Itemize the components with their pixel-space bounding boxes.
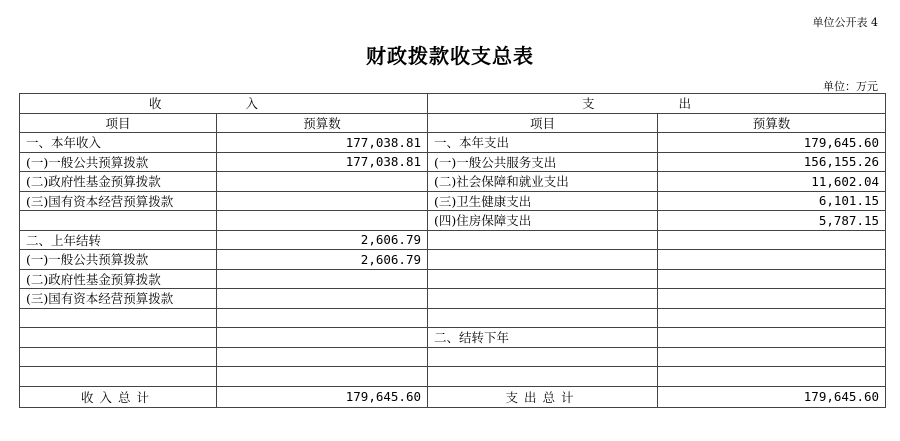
income-value-cell: 177,038.81 xyxy=(217,152,428,172)
expense-value-cell xyxy=(658,289,886,309)
income-value-cell xyxy=(217,172,428,192)
income-item-cell xyxy=(20,211,217,231)
table-row xyxy=(20,269,886,289)
expense-value-cell xyxy=(658,230,886,250)
income-item-cell: (二)政府性基金预算拨款 xyxy=(20,269,217,289)
expense-item-cell: 二、结转下年 xyxy=(428,328,658,348)
total-income-value: 179,645.60 xyxy=(217,386,428,407)
expense-value-cell xyxy=(658,347,886,367)
expense-item-header: 项目 xyxy=(428,113,658,133)
expense-value-cell: 6,101.15 xyxy=(658,191,886,211)
column-header-row xyxy=(20,113,886,133)
total-income-label: 收入总计 xyxy=(20,386,217,407)
income-value-cell xyxy=(217,269,428,289)
income-value-cell xyxy=(217,347,428,367)
income-value-cell xyxy=(217,328,428,348)
total-expense-value: 179,645.60 xyxy=(658,386,886,407)
expense-value-cell: 5,787.15 xyxy=(658,211,886,231)
expense-value-cell: 179,645.60 xyxy=(658,133,886,153)
expense-item-cell xyxy=(428,347,658,367)
expense-value-cell xyxy=(658,250,886,270)
income-value-cell: 2,606.79 xyxy=(217,230,428,250)
table-row xyxy=(20,347,886,367)
section-income-header: 收 入 xyxy=(20,94,428,114)
total-expense-label: 支出总计 xyxy=(428,386,658,407)
income-item-cell: (三)国有资本经营预算拨款 xyxy=(20,191,217,211)
income-value-cell xyxy=(217,367,428,387)
table-row xyxy=(20,250,886,270)
income-item-cell: (一)一般公共预算拨款 xyxy=(20,152,217,172)
income-item-cell xyxy=(20,347,217,367)
expense-budget-header: 预算数 xyxy=(658,113,886,133)
income-item-cell xyxy=(20,328,217,348)
income-item-cell: 一、本年收入 xyxy=(20,133,217,153)
expense-value-cell xyxy=(658,367,886,387)
expense-item-cell: (三)卫生健康支出 xyxy=(428,191,658,211)
income-value-cell xyxy=(217,211,428,231)
table-row xyxy=(20,152,886,172)
page-title: 财政拨款收支总表 xyxy=(366,44,534,68)
income-value-cell: 177,038.81 xyxy=(217,133,428,153)
income-value-cell: 2,606.79 xyxy=(217,250,428,270)
expense-value-cell xyxy=(658,328,886,348)
income-item-cell: (一)一般公共预算拨款 xyxy=(20,250,217,270)
expense-item-cell xyxy=(428,289,658,309)
table-row xyxy=(20,308,886,328)
table-row xyxy=(20,328,886,348)
income-item-cell: 二、上年结转 xyxy=(20,230,217,250)
expense-item-cell xyxy=(428,230,658,250)
expense-item-cell: (四)住房保障支出 xyxy=(428,211,658,231)
income-budget-header: 预算数 xyxy=(217,113,428,133)
expense-item-cell xyxy=(428,367,658,387)
income-value-cell xyxy=(217,191,428,211)
expense-item-cell xyxy=(428,269,658,289)
section-expense-header: 支 出 xyxy=(428,94,886,114)
expense-item-cell: 一、本年支出 xyxy=(428,133,658,153)
expense-value-cell: 156,155.26 xyxy=(658,152,886,172)
expense-value-cell: 11,602.04 xyxy=(658,172,886,192)
table-row xyxy=(20,211,886,231)
expense-item-cell xyxy=(428,308,658,328)
expense-value-cell xyxy=(658,269,886,289)
income-item-cell: (二)政府性基金预算拨款 xyxy=(20,172,217,192)
income-item-cell: (三)国有资本经营预算拨款 xyxy=(20,289,217,309)
table-row xyxy=(20,230,886,250)
income-value-cell xyxy=(217,289,428,309)
budget-table xyxy=(19,93,886,408)
income-item-header: 项目 xyxy=(20,113,217,133)
table-row xyxy=(20,289,886,309)
income-item-cell xyxy=(20,308,217,328)
income-value-cell xyxy=(217,308,428,328)
table-row xyxy=(20,133,886,153)
table-row xyxy=(20,172,886,192)
expense-item-cell: (一)一般公共服务支出 xyxy=(428,152,658,172)
form-number: 单位公开表 4 xyxy=(812,16,878,29)
table-row xyxy=(20,367,886,387)
section-header-row xyxy=(20,94,886,114)
income-item-cell xyxy=(20,367,217,387)
expense-value-cell xyxy=(658,308,886,328)
table-row xyxy=(20,191,886,211)
total-row xyxy=(20,386,886,407)
expense-item-cell: (二)社会保障和就业支出 xyxy=(428,172,658,192)
unit-label: 单位：万元 xyxy=(823,80,878,93)
expense-item-cell xyxy=(428,250,658,270)
